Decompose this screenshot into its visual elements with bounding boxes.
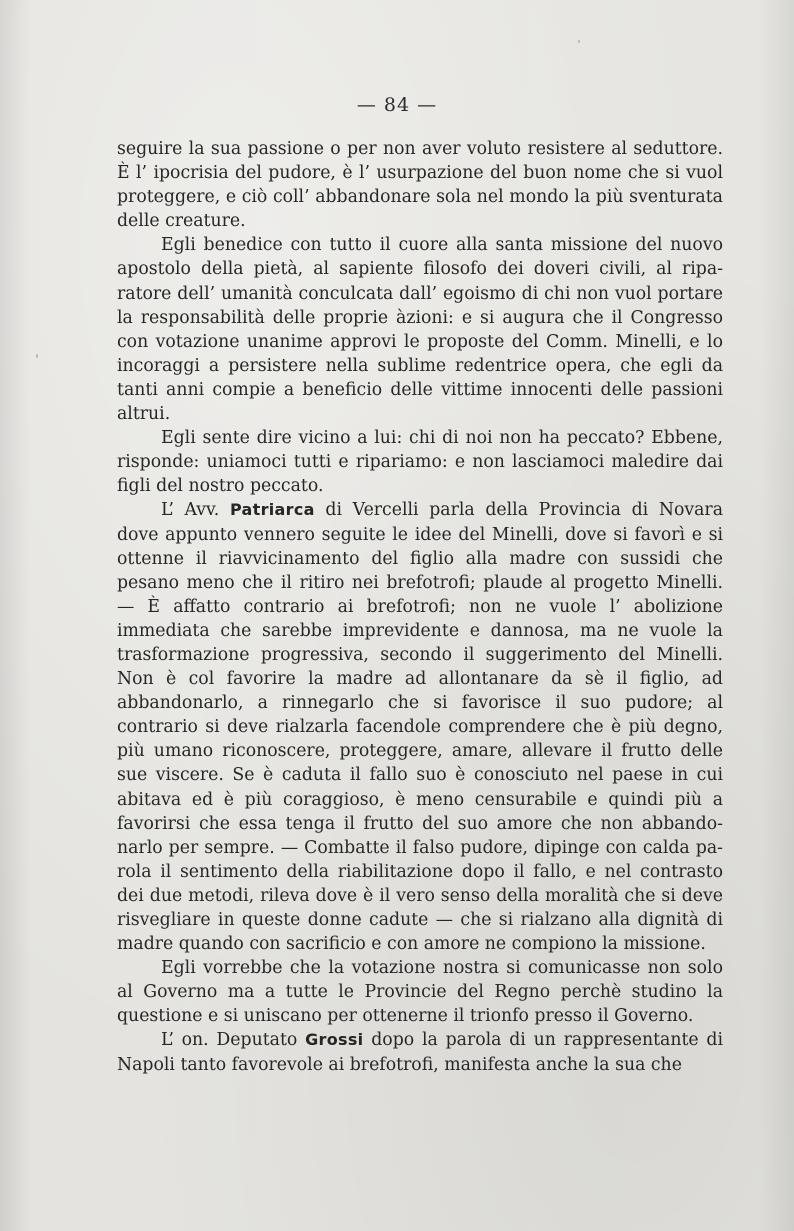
paragraph	[117, 426, 723, 498]
paper-speck	[578, 40, 580, 43]
paper-speck	[36, 354, 38, 358]
speaker-name: Grossi	[305, 1030, 364, 1050]
paragraph-text: di Vercelli parla della Provincia di Novara dove appunto vennero seguite le idee del Minelli, dove si favorì e si ottenne il riavvicinamento del figlio alla madre con sussidi che pesano meno che il ritiro nei brefotrofi; plaude al progetto Minelli. — È affatto contrario ai brefotrofi; non ne vuole l’ abolizione immediata che sarebbe imprevidente e dannosa, ma ne vuole la trasformazione progressiva, secondo il suggerimento del Minelli. Non è col favorire la madre ad allontanare da sè il figlio, ad abbandonarlo, a rinnegarlo che si favorisce il suo pudore; al contrario si deve rialzarla facendole comprendere che è più degno, più umano riconoscere, proteggere, amare, allevare il frutto delle sue viscere. Se è caduta il fallo suo è conosciuto nel paese in cui abitava ed è più coraggioso, è meno censurabile e quindi più a favorirsi che essa tenga il frutto del suo amore che non abbandonarlo per sempre. — Combatte il falso pudore, dipinge con calda parola il sentimento della riabilitazione dopo il fallo, e nel contrasto dei due metodi, rileva dove è il vero senso della moralità che si deve risvegliare in queste donne cadute — che si rialzano alla dignità di madre quando con sacrificio e con amore ne compiono la missione.	[117, 500, 723, 955]
paragraph-text: Egli sente dire vicino a lui: chi di noi non ha peccato? Ebbene, risponde: uniamoci tutti e ripariamo: e non lasciamoci maledire dai figli del nostro peccato.	[117, 428, 723, 497]
paragraph	[117, 233, 723, 426]
body-text	[117, 137, 723, 1077]
paragraph	[117, 498, 723, 956]
paragraph-text: dopo la parola di un rappresentante di Napoli tanto favorevole ai brefotrofi, manifesta anche la sua che	[117, 1030, 723, 1075]
paragraph	[117, 137, 723, 233]
speaker-name: Patriarca	[229, 500, 315, 520]
paragraph	[117, 956, 723, 1028]
paragraph	[117, 1028, 723, 1076]
paragraph-text: L’ on. Deputato	[161, 1030, 306, 1051]
paragraph-text: Egli vorrebbe che la votazione nostra si comunicasse non solo al Governo ma a tutte le Provincie del Regno perchè studino la questione e si uniscano per ottenerne il trionfo presso il Governo.	[117, 958, 723, 1027]
paragraph-text: L’ Avv.	[161, 500, 230, 521]
paragraph-text: seguire la sua passione o per non aver voluto resistere al seduttore. È l’ ipocrisia del pudore, è l’ usurpazione del buon nome che si vuol proteggere, e ciò coll’ abbandonare sola nel mondo la più sventurata delle creature.	[117, 139, 723, 232]
paragraph-text: Egli benedice con tutto il cuore alla santa missione del nuovo apostolo della pietà, al sapiente filosofo dei doveri civili, al riparatore dell’ umanità conculcata dall’ egoismo di chi non vuol portare la responsabilità delle proprie àzioni: e si augura che il Congresso con votazione unanime approvi le proposte del Comm. Minelli, e lo incoraggi a persistere nella sublime redentrice opera, che egli da tanti anni compie a beneficio delle vittime innocenti delle passioni altrui.	[117, 235, 723, 425]
page-number: — 84 —	[356, 94, 438, 116]
